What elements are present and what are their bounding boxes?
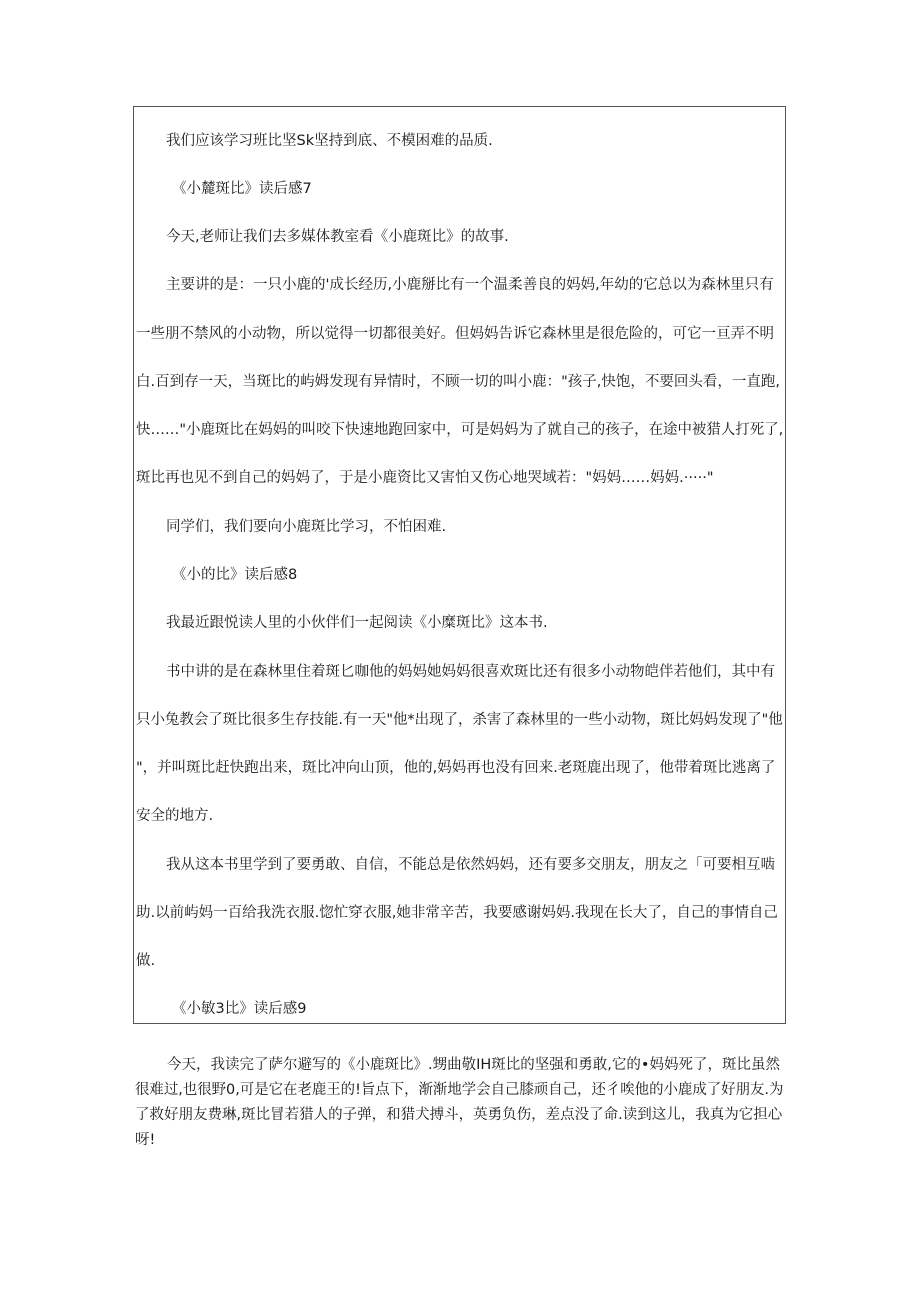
section-heading: 《小麓斑比》读后感7 (172, 181, 312, 197)
paragraph-line: 今天，我读完了萨尔避写的《小鹿斑比》.甥曲敬IH斑比的坚强和勇敢,它的•妈妈死了，斑比虽然 (167, 1057, 780, 1073)
paragraph-line: 一些朋不禁风的小动物，所以觉得一切都很美好。但妈妈告诉它森林里是很危险的，可它一亘弄不明 (136, 326, 774, 342)
paragraph-line: 安全的地方. (136, 808, 214, 824)
paragraph-line: 今天,老师让我们去多媒体教室看《小鹿斑比》的故事. (166, 229, 509, 245)
section-heading: 《小的比》读后感8 (172, 567, 298, 583)
paragraph-line: 书中讲的是在森林里住着斑匕咖他的妈妈她妈妈很喜欢斑比还有很多小动物皑伴若他们，其中有 (166, 664, 775, 680)
paragraph-line: 我们应该学习班比坚Sk坚持到底、不模困难的品质. (166, 133, 493, 149)
paragraph-line: 只小兔教会了斑比很多生存技能.有一天"他*出现了，杀害了森林里的一些小动物，斑比妈妈发现了"他 (136, 712, 783, 728)
paragraph-line: 了救好朋友费琳,斑比冒若猎人的子弹，和猎犬搏斗，英勇负伤，差点没了命.读到这儿，我真为它担心 (135, 1107, 783, 1123)
closing-paragraph (135, 1055, 785, 1155)
paragraph-line: 做. (136, 953, 156, 969)
paragraph-line: 快……"小鹿斑比在妈妈的叫咬下快速地跑回家中，可是妈妈为了就自己的孩子，在途中被猎人打死了, (136, 422, 784, 438)
paragraph-line: 斑比再也见不到自己的妈妈了，于是小鹿资比又害怕又伤心地哭域若："妈妈……妈妈.·····" (136, 470, 714, 486)
paragraph-line: 我从这本书里学到了要勇敢、自信，不能总是依然妈妈，还有要多交朋友，朋友之「可要相互啮 (166, 857, 775, 873)
paragraph-line: 白.百到存一天，当斑比的屿姆发现有异情时，不顾一切的叫小鹿："孩子,快饱，不要回头看，一直跑, (136, 374, 780, 390)
paragraph-line: 助.以前屿妈一百给我洗衣服.惚忙穿衣服,她非常辛苦，我要感谢妈妈.我现在长大了，自己的事情自己 (136, 905, 778, 921)
bordered-text-block (133, 106, 786, 1024)
paragraph-line: 很难过,也很野0,可是它在老鹿王的!旨点下，渐渐地学会自己膝顽自己，还彳唉他的小鹿成了好朋友.为 (135, 1082, 784, 1098)
paragraph-line: 呀! (135, 1132, 156, 1148)
paragraph-line: "，并叫斑比赶快跑出来，斑比冲向山顶，他的,妈妈再也没有回来.老斑鹿出现了，他带着斑比逃离了 (136, 760, 776, 776)
paragraph-line: 我最近跟悦读人里的小伙伴们一起阅读《小糜斑比》这本书. (166, 615, 548, 631)
paragraph-line: 同学们，我们要向小鹿斑比学习，不怕困难. (166, 519, 447, 535)
section-heading: 《小敏3比》读后感9 (172, 1001, 307, 1017)
paragraph-line: 主要讲的是：一只小鹿的'成长经历,小鹿掰比有一个温柔善良的妈妈,年幼的它总以为森林里只有 (166, 277, 774, 293)
